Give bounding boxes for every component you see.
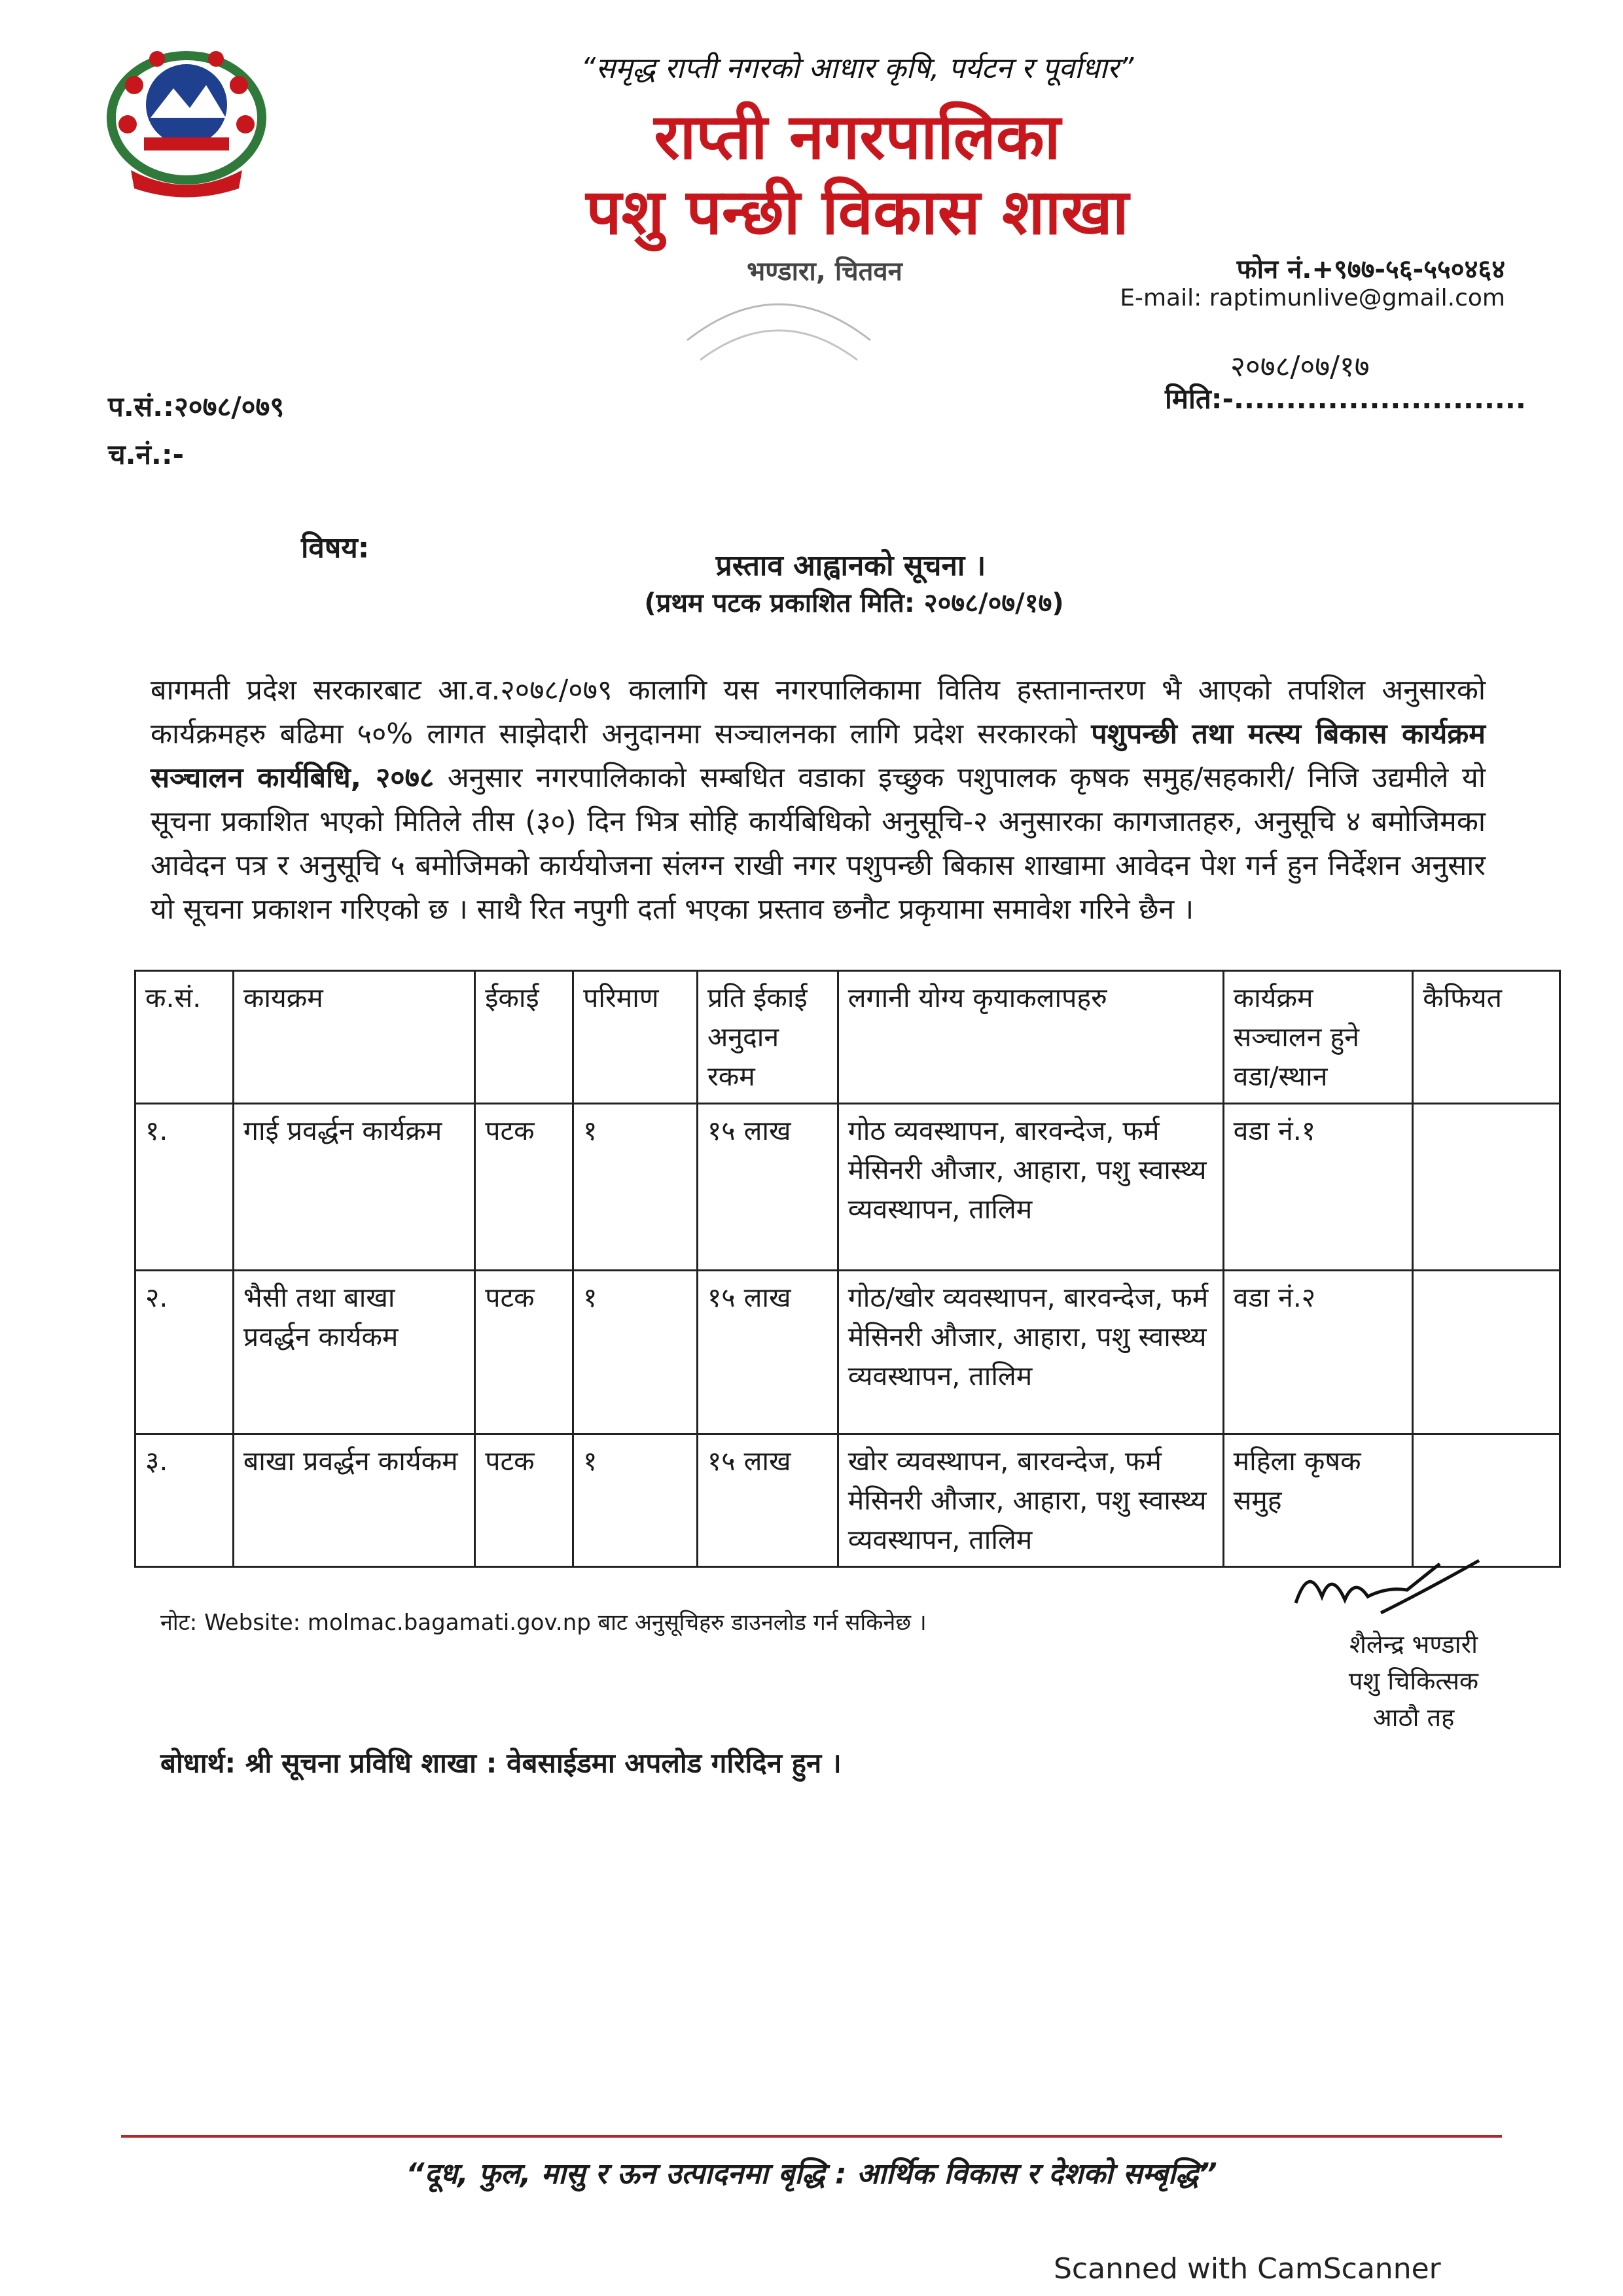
cell-qty: १ xyxy=(573,1271,698,1434)
cell-sn: ३. xyxy=(135,1434,234,1567)
body-text-2: अनुसार नगरपालिकाको सम्बधित वडाका इच्छुक पशुपालक कृषक समुह/सहकारी/ निजि उद्यमीले यो सूचना प्रकाशित भएको मितिले तीस (३०) दिन भित्र सोहि कार्यबिधिको अनुसूचि-२ अनुसारका कागजातहरु, अनुसूचि ४ बमोजिमका आवेदन पत्र र अनुसूचि ५ बमोजिमको कार्ययोजना संलग्न राखी नगर पशुपन्छी बिकास शाखामा आवेदन पेश गर्न हुन निर्देशन अनुसार यो सूचना प्रकाशन गरिएको छ । साथै रित नपुगी दर्ता भएका प्रस्ताव छनौट प्रकृयामा समावेश गरिने छैन । xyxy=(151,762,1486,926)
cell-qty: १ xyxy=(573,1104,698,1271)
cell-remarks xyxy=(1413,1434,1560,1567)
subject-title: प्रस्ताव आह्वानको सूचना । xyxy=(715,549,986,582)
reference-number: प.सं.:२०७८/०७९ xyxy=(108,391,285,423)
cell-ward: वडा नं.२ xyxy=(1223,1271,1413,1434)
header-qty: परिमाण xyxy=(573,971,698,1104)
cell-activities: गोठ/खोर व्यवस्थापन, बारवन्देज, फर्म मेसिनरी औजार, आहारा, पशु स्वास्थ्य व्यवस्थापन, तालिम xyxy=(838,1271,1223,1434)
cell-ward: महिला कृषक समुह xyxy=(1223,1434,1413,1567)
header-unit: ईकाई xyxy=(475,971,573,1104)
cell-sn: २. xyxy=(135,1271,234,1434)
cell-grant: १५ लाख xyxy=(697,1434,838,1567)
signatory-level: आठौ तह xyxy=(1372,1703,1455,1732)
signatory-block xyxy=(1296,1626,1531,1736)
header-sn: क.सं. xyxy=(135,971,234,1104)
header-remarks: कैफियत xyxy=(1413,971,1560,1104)
org-name: राप्ती नगरपालिका xyxy=(654,100,1061,173)
cell-unit: पटक xyxy=(475,1434,573,1567)
signatory-designation: पशु चिकित्सक xyxy=(1348,1667,1479,1695)
download-note: नोट: Website: molmac.bagamati.gov.np बाट अनुसूचिहरु डाउनलोड गर्न सकिनेछ । xyxy=(160,1610,927,1636)
header-grant: प्रति ईकाई अनुदान रकम xyxy=(697,971,838,1104)
date-value: २०७८/०७/१७ xyxy=(1230,350,1370,383)
body-text-1: बागमती प्रदेश सरकारबाट आ.व.२०७८/०७९ कालागि यस नगरपालिकामा वितिय हस्तानान्तरण भै आएको तपशिल अनुसारको कार्यक्रमहरु बढिमा ५०% लागत साझेदारी अनुदानमा सञ्चालनका लागि प्रदेश सरकारको xyxy=(151,674,1486,751)
cell-activities: गोठ व्यवस्थापन, बारवन्देज, फर्म मेसिनरी औजार, आहारा, पशु स्वास्थ्य व्यवस्थापन, तालिम xyxy=(838,1104,1223,1271)
notice-body xyxy=(151,669,1486,932)
cell-program: बाखा प्रवर्द्धन कार्यकम xyxy=(233,1434,474,1567)
cc-line: बोधार्थ: श्री सूचना प्रविधि शाखा : वेबसाईडमा अपलोड गरिदिन हुन । xyxy=(160,1747,842,1779)
cell-unit: पटक xyxy=(475,1104,573,1271)
cell-qty: १ xyxy=(573,1434,698,1567)
footer-divider xyxy=(121,2135,1502,2138)
table-header-row xyxy=(135,971,1560,1104)
cell-ward: वडा नं.१ xyxy=(1223,1104,1413,1271)
cell-activities: खोर व्यवस्थापन, बारवन्देज, फर्म मेसिनरी औजार, आहारा, पशु स्वास्थ्य व्यवस्थापन, तालिम xyxy=(838,1434,1223,1567)
program-table xyxy=(134,970,1561,1568)
header-motto: “समृद्ध राप्ती नगरको आधार कृषि, पर्यटन र पूर्वाधार” xyxy=(580,52,1134,85)
branch-name: पशु पन्छी विकास शाखा xyxy=(586,175,1129,249)
signature-icon xyxy=(1283,1551,1518,1629)
subject-subtitle: (प्रथम पटक प्रकाशित मिति: २०७८/०७/१७) xyxy=(644,588,1064,618)
cell-grant: १५ लाख xyxy=(697,1104,838,1271)
header-ward: कार्यक्रम सञ्चालन हुने वडा/स्थान xyxy=(1223,971,1413,1104)
nepal-emblem-icon xyxy=(98,39,275,203)
phone-number: फोन नं.+९७७-५६-५५०४६४ xyxy=(1236,255,1505,285)
dispatch-number: च.नं.:- xyxy=(108,438,185,470)
cell-remarks xyxy=(1413,1104,1560,1271)
cell-grant: १५ लाख xyxy=(697,1271,838,1434)
body-text-bold: पशुपन्छी तथा मत्स्य बिकास कार्यक्रम सञ्चालन कार्यबिधि, २०७८ xyxy=(151,718,1486,794)
header-program: कायक्रम xyxy=(233,971,474,1104)
footer-slogan: “दूध, फुल, मासु र ऊन उत्पादनमा बृद्धि : आर्थिक विकास र देशको सम्बृद्धि” xyxy=(406,2157,1217,2191)
cell-program: गाई प्रवर्द्धन कार्यक्रम xyxy=(233,1104,474,1271)
table-row xyxy=(135,1271,1560,1434)
signatory-name: शैलेन्द्र भण्डारी xyxy=(1349,1630,1478,1659)
table-row xyxy=(135,1104,1560,1271)
cell-sn: १. xyxy=(135,1104,234,1271)
subject-label: विषय: xyxy=(301,531,370,565)
table-row xyxy=(135,1434,1560,1567)
cell-unit: पटक xyxy=(475,1271,573,1434)
cell-remarks xyxy=(1413,1271,1560,1434)
header-activities: लगानी योग्य कृयाकलापहरु xyxy=(838,971,1223,1104)
cell-program: भैसी तथा बाखा प्रवर्द्धन कार्यकम xyxy=(233,1271,474,1434)
scanner-watermark: Scanned with CamScanner xyxy=(1054,2252,1441,2286)
date-label: मिति:-............................ xyxy=(1165,383,1526,415)
email-address: E-mail: raptimunlive@gmail.com xyxy=(1120,285,1505,311)
org-location: भण्डारा, चितवन xyxy=(747,256,902,287)
